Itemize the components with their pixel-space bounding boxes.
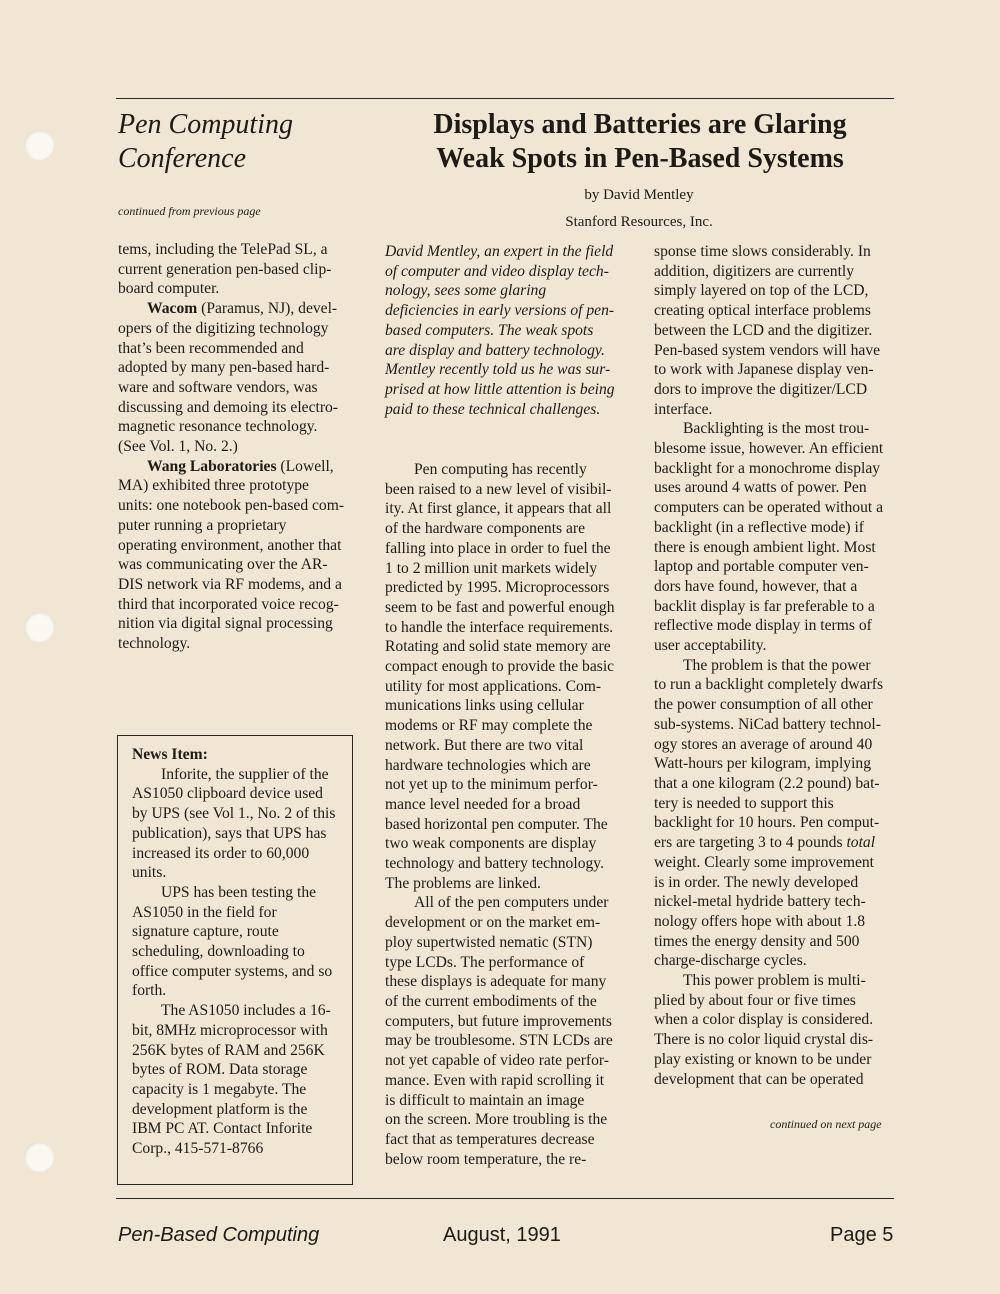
text-line: tems, including the TelePad SL, a (118, 241, 328, 258)
text-line: of the hardware components are (385, 520, 586, 538)
text-line: to handle the interface requirements. (385, 618, 614, 636)
footer-date: August, 1991 (443, 1224, 561, 1246)
text-line: board computer. (118, 280, 220, 298)
byline: by David Mentley (584, 187, 694, 203)
text-line: was communicating over the AR- (118, 556, 328, 574)
text-line: (See Vol. 1, No. 2.) (118, 438, 238, 456)
text-line: deficiencies in early versions of pen- (385, 302, 615, 320)
text-line: utility for most applications. Com- (385, 677, 602, 695)
text-line: modems or RF may complete the (385, 717, 593, 735)
text-line: units: one notebook pen-based com- (118, 497, 345, 515)
text-line: DIS network via RF modems, and a (118, 575, 342, 593)
text-line: opers of the digitizing technology (118, 319, 329, 337)
text-line: seem to be fast and powerful enough (385, 598, 615, 616)
text-line (118, 457, 350, 477)
text-line: network. But there are two vital (385, 736, 584, 754)
text-line: below room temperature, the re- (385, 1150, 587, 1168)
text-line: creating optical interface problems (654, 302, 871, 320)
text-line: of computer and video display tech- (385, 262, 609, 280)
text-line: sub-systems. NiCad battery technol- (654, 715, 881, 733)
text-line: development or on the market em- (385, 914, 601, 932)
text-line: development platform is the (132, 1100, 308, 1118)
text-line: uses around 4 watts of power. Pen (654, 479, 867, 497)
text-line: publication), says that UPS has (132, 824, 327, 842)
affiliation: Stanford Resources, Inc. (565, 214, 713, 230)
text-line: dors have found, however, that a (654, 577, 858, 595)
continued-on-note: continued on next page (770, 1117, 882, 1131)
binder-hole-top (24, 130, 54, 160)
text-line: dors to improve the digitizer/LCD (654, 380, 868, 398)
text-line: ploy supertwisted nematic (STN) (385, 933, 593, 951)
text-line: interface. (654, 400, 713, 418)
top-rule (116, 98, 894, 99)
text-line: This power problem is multi- (683, 972, 866, 990)
text-line: mance. Even with rapid scrolling it (385, 1071, 605, 1089)
text-line: Mentley recently told us he was sur- (385, 361, 611, 379)
article-title-line: Weak Spots in Pen-Based Systems (436, 143, 844, 174)
company-name: Wacom (147, 300, 198, 318)
text-line: paid to these technical challenges. (385, 400, 601, 418)
article-title-line: Displays and Batteries are Glaring (433, 109, 847, 140)
text-line: user acceptability. (654, 637, 767, 655)
text-line: magnetic resonance technology. (118, 418, 318, 436)
text-line: capacity is 1 megabyte. The (132, 1080, 307, 1098)
text-line: to work with Japanese display ven- (654, 361, 874, 379)
text-line: nickel-metal hydride battery tech- (654, 893, 866, 911)
text-line: backlight (in a reflective mode) if (654, 518, 864, 536)
text-line: times the energy density and 500 (654, 932, 860, 950)
news-item-heading: News Item: (132, 746, 208, 763)
text-line: reflective mode display in terms of (654, 617, 872, 635)
text-line: computers can be operated without a (654, 499, 884, 517)
text-line: predicted by 1995. Microprocessors (385, 579, 610, 597)
text-line: compact enough to provide the basic (385, 658, 615, 676)
text-line: that’s been recommended and (118, 339, 304, 357)
right-column-text (654, 242, 894, 1089)
text-line: backlit display is far preferable to a (654, 597, 875, 615)
text-line: discussing and demoing its electro- (118, 398, 339, 416)
text-line: nition via digital signal processing (118, 615, 333, 633)
text-line: units. (132, 864, 167, 882)
text-line: these displays is adequate for many (385, 973, 607, 991)
text-line: Watt-hours per kilogram, implying (654, 755, 872, 773)
text-line: Rotating and solid state memory are (385, 638, 611, 656)
bottom-rule (116, 1198, 894, 1199)
article-title (380, 108, 900, 176)
text-line: nology offers hope with about 1.8 (654, 912, 866, 930)
text-line: current generation pen-based clip- (118, 260, 332, 278)
text-line: technology and battery technology. (385, 855, 604, 873)
text-fragment: (Paramus, NJ), devel- (197, 300, 338, 318)
text-line: blesome issue, however. An efficient (654, 440, 884, 458)
article-intro (385, 242, 623, 419)
continued-from-note: continued from previous page (118, 204, 261, 218)
text-fragment: (Lowell, (276, 457, 334, 475)
text-line: Pen computing has recently (414, 461, 587, 478)
text-line: Pen-based system vendors will have (654, 341, 881, 359)
text-line: when a color display is considered. (654, 1011, 874, 1029)
text-line: The problem is that the power (683, 656, 871, 674)
text-line: Inforite, the supplier of the (161, 765, 329, 783)
middle-column-text (385, 460, 623, 1169)
text-line: based computers. The weak spots (385, 321, 594, 339)
text-line: ogy stores an average of around 40 (654, 735, 873, 753)
text-line: falling into place in order to fuel the (385, 539, 611, 557)
text-line: nology, sees some glaring (385, 282, 547, 300)
text-line: hardware technologies which are (385, 756, 591, 774)
text-line: AS1050 clipboard device used (132, 785, 323, 803)
text-line: third that incorporated voice recog- (118, 595, 339, 613)
text-line: IBM PC AT. Contact Inforite (132, 1120, 313, 1138)
text-line: by UPS (see Vol 1., No. 2 of this (132, 805, 336, 823)
news-item-box (117, 735, 353, 1185)
text-line: backlight for 10 hours. Pen comput- (654, 814, 880, 832)
binder-hole-middle (24, 612, 54, 642)
section-heading (118, 108, 358, 176)
text-line: development that can be operated (654, 1070, 864, 1088)
text-line: adopted by many pen-based hard- (118, 359, 330, 377)
text-line: bytes of ROM. Data storage (132, 1061, 308, 1079)
text-line: backlight for a monochrome display (654, 459, 881, 477)
text-line: tery is needed to support this (654, 794, 834, 812)
text-line: sponse time slows considerably. In (654, 243, 871, 260)
text-line: puter running a proprietary (118, 516, 287, 534)
text-line (118, 299, 350, 319)
text-line: two weak components are display (385, 835, 597, 853)
text-line: not yet up to the minimum perfor- (385, 776, 598, 794)
left-column-text (118, 240, 350, 654)
text-line: 1 to 2 million unit markets widely (385, 559, 598, 577)
text-line: mance level needed for a broad (385, 795, 581, 813)
text-line: is in order. The newly developed (654, 873, 859, 891)
text-line: between the LCD and the digitizer. (654, 321, 873, 339)
text-line: prised at how little attention is being (385, 380, 615, 398)
text-line: that a one kilogram (2.2 pound) bat- (654, 774, 880, 792)
text-line: 256K bytes of RAM and 256K (132, 1041, 325, 1059)
text-line: are display and battery technology. (385, 341, 605, 359)
text-line: weight. Clearly some improvement (654, 853, 874, 871)
text-line: play existing or known to be under (654, 1050, 872, 1068)
text-line: may be troublesome. STN LCDs are (385, 1032, 613, 1050)
text-line: AS1050 in the field for (132, 903, 277, 921)
emphasis: total (846, 834, 876, 852)
text-line: plied by about four or five times (654, 991, 856, 1009)
text-line: munications links using cellular (385, 697, 584, 715)
text-line: Backlighting is the most trou- (683, 420, 870, 438)
text-line: David Mentley, an expert in the field (385, 243, 614, 260)
section-heading-line: Pen Computing (118, 109, 293, 140)
text-line: not yet capable of video rate perfor- (385, 1052, 609, 1070)
text-line: to run a backlight completely dwarfs (654, 676, 884, 694)
news-item-text (132, 745, 335, 1159)
text-line: computers, but future improvements (385, 1012, 612, 1030)
text-line: increased its order to 60,000 (132, 844, 310, 862)
text-line: There is no color liquid crystal dis- (654, 1031, 874, 1049)
text-line: The AS1050 includes a 16- (161, 1002, 331, 1020)
text-line: Corp., 415-571-8766 (132, 1140, 264, 1158)
text-line: forth. (132, 982, 167, 1000)
company-name: Wang Laboratories (147, 457, 277, 475)
text-line: UPS has been testing the (161, 883, 317, 901)
text-fragment: ers are targeting 3 to 4 pounds (654, 834, 847, 852)
text-line: ware and software vendors, was (118, 378, 318, 396)
text-line: addition, digitizers are currently (654, 262, 855, 280)
text-line: ity. At first glance, it appears that all (385, 500, 612, 518)
text-line: bit, 8MHz microprocessor with (132, 1021, 328, 1039)
section-heading-line: Conference (118, 143, 247, 174)
text-line: MA) exhibited three prototype (118, 477, 309, 495)
text-line: simply layered on top of the LCD, (654, 282, 869, 300)
text-line (654, 833, 894, 853)
text-line: laptop and portable computer ven- (654, 558, 869, 576)
footer-page-number: Page 5 (830, 1224, 894, 1246)
text-line: is difficult to maintain an image (385, 1091, 585, 1109)
text-line: office computer systems, and so (132, 962, 333, 980)
text-line: fact that as temperatures decrease (385, 1130, 595, 1148)
text-line: been raised to a new level of visibil- (385, 480, 612, 498)
binder-hole-bottom (24, 1142, 54, 1172)
text-line: on the screen. More troubling is the (385, 1111, 608, 1129)
text-line: charge-discharge cycles. (654, 952, 807, 970)
text-line: type LCDs. The performance of (385, 953, 585, 971)
footer-publication: Pen-Based Computing (118, 1224, 320, 1246)
text-line: the power consumption of all other (654, 696, 873, 714)
text-line: All of the pen computers under (414, 894, 609, 912)
text-line: technology. (118, 635, 191, 653)
text-line: based horizontal pen computer. The (385, 815, 608, 833)
text-line: The problems are linked. (385, 874, 541, 892)
text-line: operating environment, another that (118, 536, 342, 554)
text-line: scheduling, downloading to (132, 943, 305, 961)
text-line: of the current embodiments of the (385, 992, 597, 1010)
text-line: there is enough ambient light. Most (654, 538, 876, 556)
text-line: signature capture, route (132, 923, 279, 941)
